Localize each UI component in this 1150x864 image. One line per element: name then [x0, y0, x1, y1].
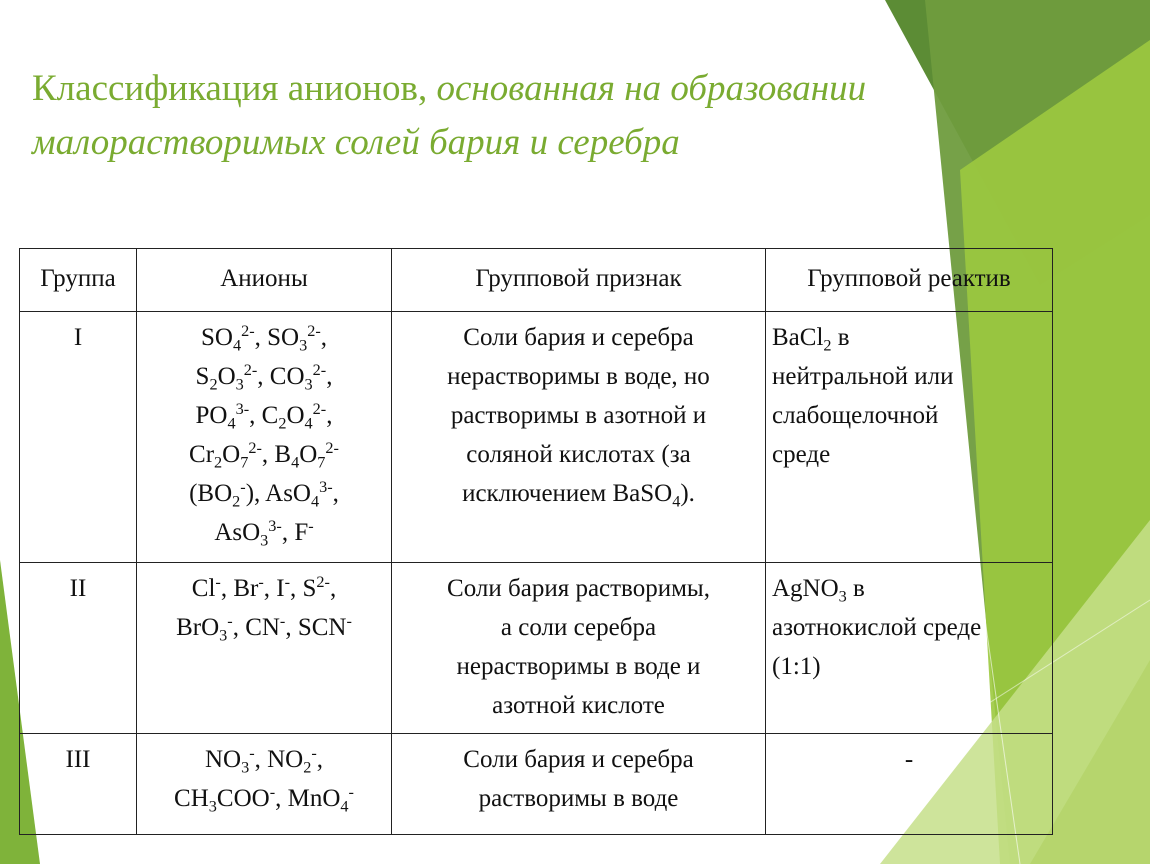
text-segment: Cr [189, 441, 215, 468]
subscript: 3 [241, 758, 250, 777]
text-segment: O [286, 402, 305, 429]
title-regular: Классификация анионов, [32, 68, 437, 109]
cell-line [143, 779, 385, 818]
text-segment: S [195, 363, 210, 390]
text-segment: PO [195, 402, 228, 429]
text-segment: слабощелочной [772, 402, 939, 429]
cell-line [398, 357, 759, 396]
subscript: 4 [310, 492, 320, 511]
superscript: 2- [307, 322, 321, 341]
text-segment: , CN [232, 614, 280, 641]
text-segment: (BO [189, 480, 233, 507]
subscript: 7 [317, 453, 326, 472]
group-cell: III [20, 734, 137, 835]
superscript: 2- [248, 439, 262, 458]
text-segment: , SO [254, 324, 300, 351]
text-segment: SO [200, 324, 233, 351]
subscript: 4 [291, 453, 300, 472]
text-segment: Соли бария и серебра [463, 324, 694, 351]
cell-line [772, 357, 1046, 396]
text-segment: , [316, 746, 324, 773]
text-segment: в [846, 575, 865, 602]
cell-line [398, 318, 759, 357]
superscript: - [269, 783, 276, 802]
superscript: - [311, 744, 317, 763]
text-segment: , Br [220, 575, 259, 602]
text-segment: O [299, 441, 318, 468]
title-italic: основанная на образовании малорастворимых солей бария и серебра [32, 68, 867, 163]
text-segment: BrO [176, 614, 220, 641]
cell-line [143, 569, 385, 608]
subscript: 4 [304, 414, 313, 433]
text-segment: растворимы в азотной и [450, 402, 707, 429]
text-segment: COO [216, 785, 270, 812]
cell-line [772, 569, 1046, 608]
text-segment: , I [263, 575, 285, 602]
superscript: 2- [312, 361, 327, 380]
superscript: 3- [268, 517, 282, 536]
cell-line [143, 357, 385, 396]
subscript: 3 [304, 375, 313, 394]
feature-cell [392, 312, 766, 563]
superscript: - [279, 612, 286, 631]
cell-line [398, 779, 759, 818]
cell-line [398, 686, 759, 725]
text-segment: , S [290, 575, 317, 602]
text-segment: растворимы в воде [478, 785, 679, 812]
table-row [20, 563, 1053, 734]
superscript: - [249, 744, 255, 763]
reagent-cell [766, 734, 1053, 835]
superscript: - [348, 783, 354, 802]
superscript: 2- [241, 322, 255, 341]
text-segment: , SCN [285, 614, 347, 641]
anion-classification-table [19, 248, 1053, 835]
text-segment: , C [249, 402, 279, 429]
text-segment: , [326, 363, 333, 390]
superscript: 3- [235, 400, 250, 419]
superscript: 2- [325, 439, 339, 458]
cell-line [772, 608, 1046, 647]
cell-line [772, 396, 1046, 435]
cell-line [772, 318, 1046, 357]
header-anions: Анионы [137, 249, 392, 312]
subscript: 3 [219, 626, 228, 645]
superscript: - [227, 612, 233, 631]
feature-cell [392, 734, 766, 835]
superscript: - [215, 573, 221, 592]
table-header-row [20, 249, 1053, 312]
text-segment: азотнокислой среде [772, 614, 982, 641]
text-segment: нерастворимы в воде и [456, 653, 701, 680]
subscript: 4 [227, 414, 236, 433]
text-segment: O [217, 363, 236, 390]
cell-line [772, 647, 1046, 686]
text-segment: NO [204, 746, 242, 773]
subscript: 7 [240, 453, 249, 472]
cell-line [398, 474, 759, 513]
text-segment: соляной кислотах (за [466, 441, 691, 468]
cell-line [143, 608, 385, 647]
superscript: - [258, 573, 264, 592]
subscript: 3 [838, 587, 847, 606]
cell-line [143, 740, 385, 779]
cell-line [398, 569, 759, 608]
table-row [20, 734, 1053, 835]
subscript: 4 [340, 797, 349, 816]
table-row [20, 312, 1053, 563]
cell-line [398, 740, 759, 779]
superscript: 3- [319, 478, 333, 497]
text-segment: нерастворимы в воде, но [447, 363, 710, 390]
reagent-cell [766, 312, 1053, 563]
group-cell: I [20, 312, 137, 563]
superscript: - [240, 478, 246, 497]
cell-line [772, 435, 1046, 474]
text-segment: азотной кислоте [492, 692, 665, 719]
text-segment: , B [261, 441, 292, 468]
text-segment: AgNO [772, 575, 839, 602]
text-segment: , [320, 324, 328, 351]
superscript: 2- [316, 573, 330, 592]
text-segment: исключением BaSO [462, 480, 673, 507]
text-segment: а соли серебра [500, 614, 657, 641]
text-segment: , [332, 480, 339, 507]
text-segment: , [329, 575, 337, 602]
text-segment: - [904, 746, 914, 773]
text-segment: нейтральной или [772, 363, 954, 390]
subscript: 2 [209, 375, 218, 394]
text-segment: среде [772, 441, 831, 468]
subscript: 4 [672, 492, 681, 511]
header-group: Группа [20, 249, 137, 312]
feature-cell [392, 563, 766, 734]
text-segment: CH [174, 785, 209, 812]
text-segment: , CO [257, 363, 305, 390]
slide-title [32, 62, 912, 170]
superscript: 2- [312, 400, 327, 419]
anions-cell [137, 563, 392, 734]
cell-line [143, 318, 385, 357]
superscript: - [284, 573, 290, 592]
text-segment: AsO [214, 519, 261, 546]
text-segment: , F [281, 519, 309, 546]
cell-line [143, 513, 385, 552]
subscript: 2 [278, 414, 287, 433]
cell-line [398, 647, 759, 686]
text-segment: Соли бария и серебра [463, 746, 694, 773]
subscript: 2 [214, 453, 223, 472]
text-segment: , MnO [275, 785, 341, 812]
anions-cell [137, 312, 392, 563]
subscript: 2 [823, 336, 832, 355]
anions-cell [137, 734, 392, 835]
text-segment: BaCl [772, 324, 824, 351]
cell-line [772, 740, 1046, 779]
subscript: 2 [232, 492, 241, 511]
text-segment: Соли бария растворимы, [447, 575, 710, 602]
subscript: 3 [260, 531, 269, 550]
text-segment: в [831, 324, 850, 351]
cell-line [143, 396, 385, 435]
text-segment: (1:1) [772, 653, 821, 680]
text-segment: , [326, 402, 333, 429]
group-cell: II [20, 563, 137, 734]
header-feature: Групповой признак [392, 249, 766, 312]
text-segment: Cl [191, 575, 216, 602]
cell-line [398, 608, 759, 647]
subscript: 3 [235, 375, 244, 394]
cell-line [143, 474, 385, 513]
superscript: - [308, 517, 314, 536]
superscript: - [346, 612, 352, 631]
header-reagent: Групповой реактив [766, 249, 1053, 312]
text-segment: , NO [254, 746, 304, 773]
text-segment: ), AsO [245, 480, 311, 507]
text-segment: O [222, 441, 241, 468]
cell-line [398, 396, 759, 435]
subscript: 3 [299, 336, 308, 355]
cell-line [398, 435, 759, 474]
text-segment: ). [680, 480, 695, 507]
subscript: 2 [303, 758, 312, 777]
subscript: 4 [232, 336, 242, 355]
superscript: 2- [243, 361, 258, 380]
reagent-cell [766, 563, 1053, 734]
anion-classification-table-wrap [19, 248, 1053, 835]
cell-line [143, 435, 385, 474]
subscript: 3 [208, 797, 217, 816]
